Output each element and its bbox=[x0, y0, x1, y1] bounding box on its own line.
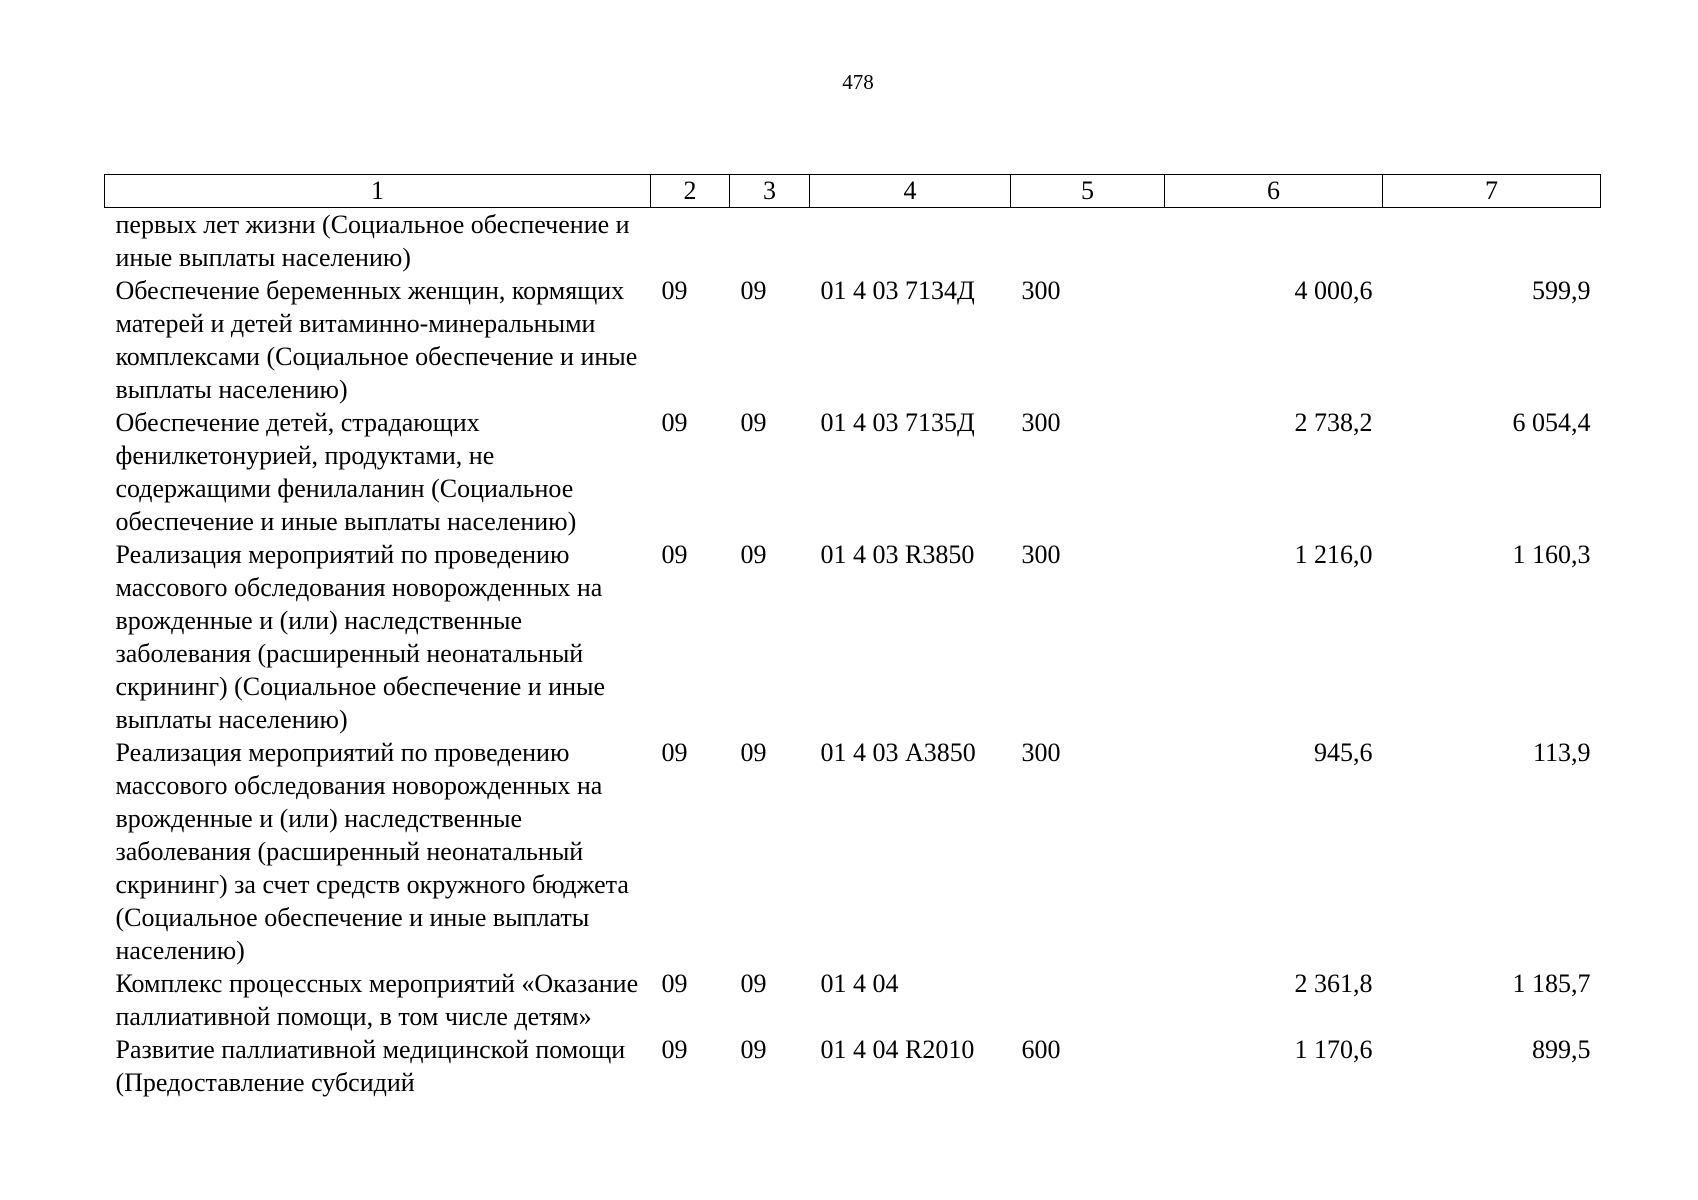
row-expense-type bbox=[1011, 208, 1165, 275]
row-amount-col7: 899,5 bbox=[1532, 1035, 1591, 1064]
row-expense-type: 300 bbox=[1021, 276, 1061, 305]
row-target-code: 01 4 03 R3850 bbox=[820, 540, 975, 569]
budget-table bbox=[104, 174, 1601, 1099]
row-amount-col7: 1 160,3 bbox=[1512, 540, 1591, 569]
table-row bbox=[105, 208, 1601, 275]
row-subsection: 09 bbox=[740, 408, 767, 437]
table-row bbox=[105, 406, 1601, 538]
row-name: Обеспечение беременных женщин, кормящих матерей и детей витаминно-минеральными комплексами (Социальное обеспечение и иные выплаты населению) bbox=[115, 276, 638, 404]
row-section: 09 bbox=[661, 738, 688, 767]
table-header-row bbox=[105, 175, 1601, 208]
row-section: 09 bbox=[661, 408, 688, 437]
row-target-code: 01 4 03 7135Д bbox=[820, 408, 975, 437]
row-subsection: 09 bbox=[740, 540, 767, 569]
row-target-code bbox=[810, 208, 1011, 275]
row-amount-col6: 945,6 bbox=[1314, 738, 1373, 767]
column-header: 2 bbox=[651, 175, 730, 208]
column-header: 5 bbox=[1011, 175, 1165, 208]
row-amount-col6: 4 000,6 bbox=[1294, 276, 1373, 305]
row-amount-col7: 6 054,4 bbox=[1512, 408, 1591, 437]
row-section bbox=[651, 208, 730, 275]
row-name: Развитие паллиативной медицинской помощи (Предоставление субсидий bbox=[115, 1035, 626, 1097]
row-section: 09 bbox=[661, 276, 688, 305]
row-amount-col6: 2 361,8 bbox=[1294, 969, 1373, 998]
row-subsection: 09 bbox=[740, 276, 767, 305]
row-section: 09 bbox=[661, 540, 688, 569]
table-row bbox=[105, 274, 1601, 406]
row-amount-col6: 2 738,2 bbox=[1294, 408, 1373, 437]
column-header: 7 bbox=[1383, 175, 1601, 208]
row-name: Комплекс процессных мероприятий «Оказание паллиативной помощи, в том числе детям» bbox=[115, 969, 639, 1031]
table-row bbox=[105, 1033, 1601, 1099]
row-target-code: 01 4 04 R2010 bbox=[820, 1035, 975, 1064]
row-subsection: 09 bbox=[740, 738, 767, 767]
row-expense-type: 300 bbox=[1021, 738, 1061, 767]
row-amount-col6: 1 170,6 bbox=[1294, 1035, 1373, 1064]
column-header: 6 bbox=[1165, 175, 1383, 208]
table-row bbox=[105, 736, 1601, 967]
row-amount-col7: 113,9 bbox=[1532, 738, 1591, 767]
row-amount-col7 bbox=[1383, 208, 1601, 275]
row-amount-col7: 1 185,7 bbox=[1512, 969, 1591, 998]
row-section: 09 bbox=[661, 1035, 688, 1064]
row-target-code: 01 4 04 bbox=[820, 969, 899, 998]
row-name: первых лет жизни (Социальное обеспечение и иные выплаты населению) bbox=[115, 210, 630, 272]
row-expense-type: 300 bbox=[1021, 540, 1061, 569]
row-name: Реализация мероприятий по проведению массового обследования новорожденных на врожденные и (или) наследственные заболевания (расширенный неонатальный скрининг) за счет средств окружного бюджета (Социальное обеспечение и иные выплаты населению) bbox=[115, 738, 629, 965]
row-expense-type: 300 bbox=[1021, 408, 1061, 437]
column-header: 1 bbox=[105, 175, 651, 208]
row-section: 09 bbox=[661, 969, 688, 998]
table-row bbox=[105, 967, 1601, 1033]
row-target-code: 01 4 03 7134Д bbox=[820, 276, 975, 305]
row-expense-type bbox=[1011, 967, 1165, 1033]
row-subsection: 09 bbox=[740, 969, 767, 998]
row-expense-type: 600 bbox=[1021, 1035, 1061, 1064]
row-target-code: 01 4 03 А3850 bbox=[820, 738, 976, 767]
page-number: 478 bbox=[842, 70, 874, 94]
row-subsection: 09 bbox=[740, 1035, 767, 1064]
row-amount-col6: 1 216,0 bbox=[1294, 540, 1373, 569]
row-amount-col7: 599,9 bbox=[1532, 276, 1591, 305]
row-subsection bbox=[730, 208, 810, 275]
table-row bbox=[105, 538, 1601, 736]
column-header: 4 bbox=[810, 175, 1011, 208]
column-header: 3 bbox=[730, 175, 810, 208]
row-amount-col6 bbox=[1165, 208, 1383, 275]
row-name: Обеспечение детей, страдающих фенилкетонурией, продуктами, не содержащими фенилаланин (Социальное обеспечение и иные выплаты населению) bbox=[115, 408, 577, 536]
row-name: Реализация мероприятий по проведению массового обследования новорожденных на врожденные и (или) наследственные заболевания (расширенный неонатальный скрининг) (Социальное обеспечение и иные выплаты населению) bbox=[115, 540, 606, 734]
